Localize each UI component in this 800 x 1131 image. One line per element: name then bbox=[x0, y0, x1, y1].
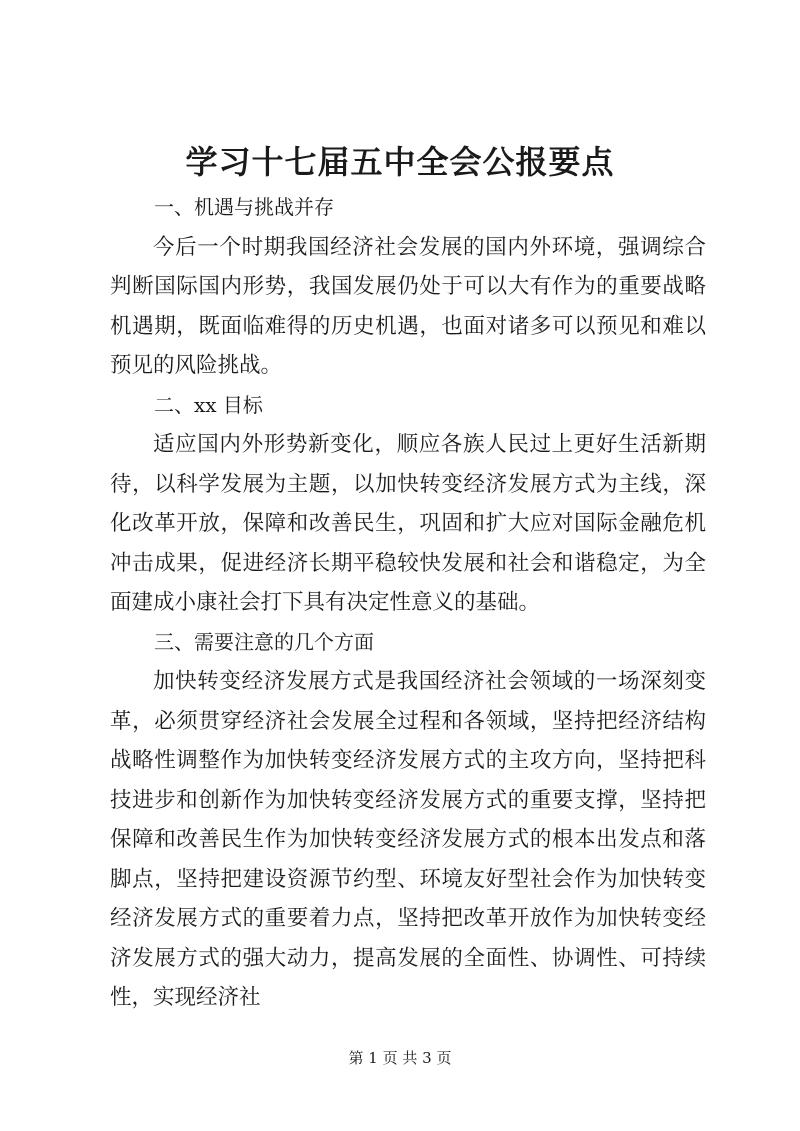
section-heading-2: 二、xx 目标 bbox=[154, 392, 263, 417]
section-heading-3: 三、需要注意的几个方面 bbox=[154, 629, 374, 654]
section-paragraph-1: 今后一个时期我国经济社会发展的国内外环境，强调综合判断国际国内形势，我国发展仍处于可以大有作为的重要战略机遇期，既面临难得的历史机遇，也面对诸多可以预见和难以预见的风险挑战。 bbox=[110, 234, 706, 378]
document-title: 学习十七届五中全会公报要点 bbox=[185, 143, 615, 181]
section-heading-1: 一、机遇与挑战并存 bbox=[154, 195, 334, 219]
section-paragraph-2: 适应国内外形势新变化，顺应各族人民过上更好生活新期待，以科学发展为主题，以加快转变经济发展方式为主线，深化改革开放，保障和改善民生，巩固和扩大应对国际金融危机冲击成果，促进经济长期平稳较快发展和社会和谐稳定，为全面建成小康社会打下具有决定性意义的基础。 bbox=[110, 432, 706, 615]
page-footer: 第 1 页 共 3 页 bbox=[348, 1049, 452, 1067]
document-body bbox=[110, 188, 706, 1018]
section-paragraph-3: 加快转变经济发展方式是我国经济社会领域的一场深刻变革，必须贯穿经济社会发展全过程和各领域，坚持把经济结构战略性调整作为加快转变经济发展方式的主攻方向，坚持把科技进步和创新作为加快转变经济发展方式的重要支撑，坚持把保障和改善民生作为加快转变经济发展方式的根本出发点和落脚点，坚持把建设资源节约型、环境友好型社会作为加快转变经济发展方式的重要着力点，坚持把改革开放作为加快转变经济发展方式的强大动力，提高发展的全面性、协调性、可持续性，实现经济社 bbox=[110, 669, 706, 1010]
